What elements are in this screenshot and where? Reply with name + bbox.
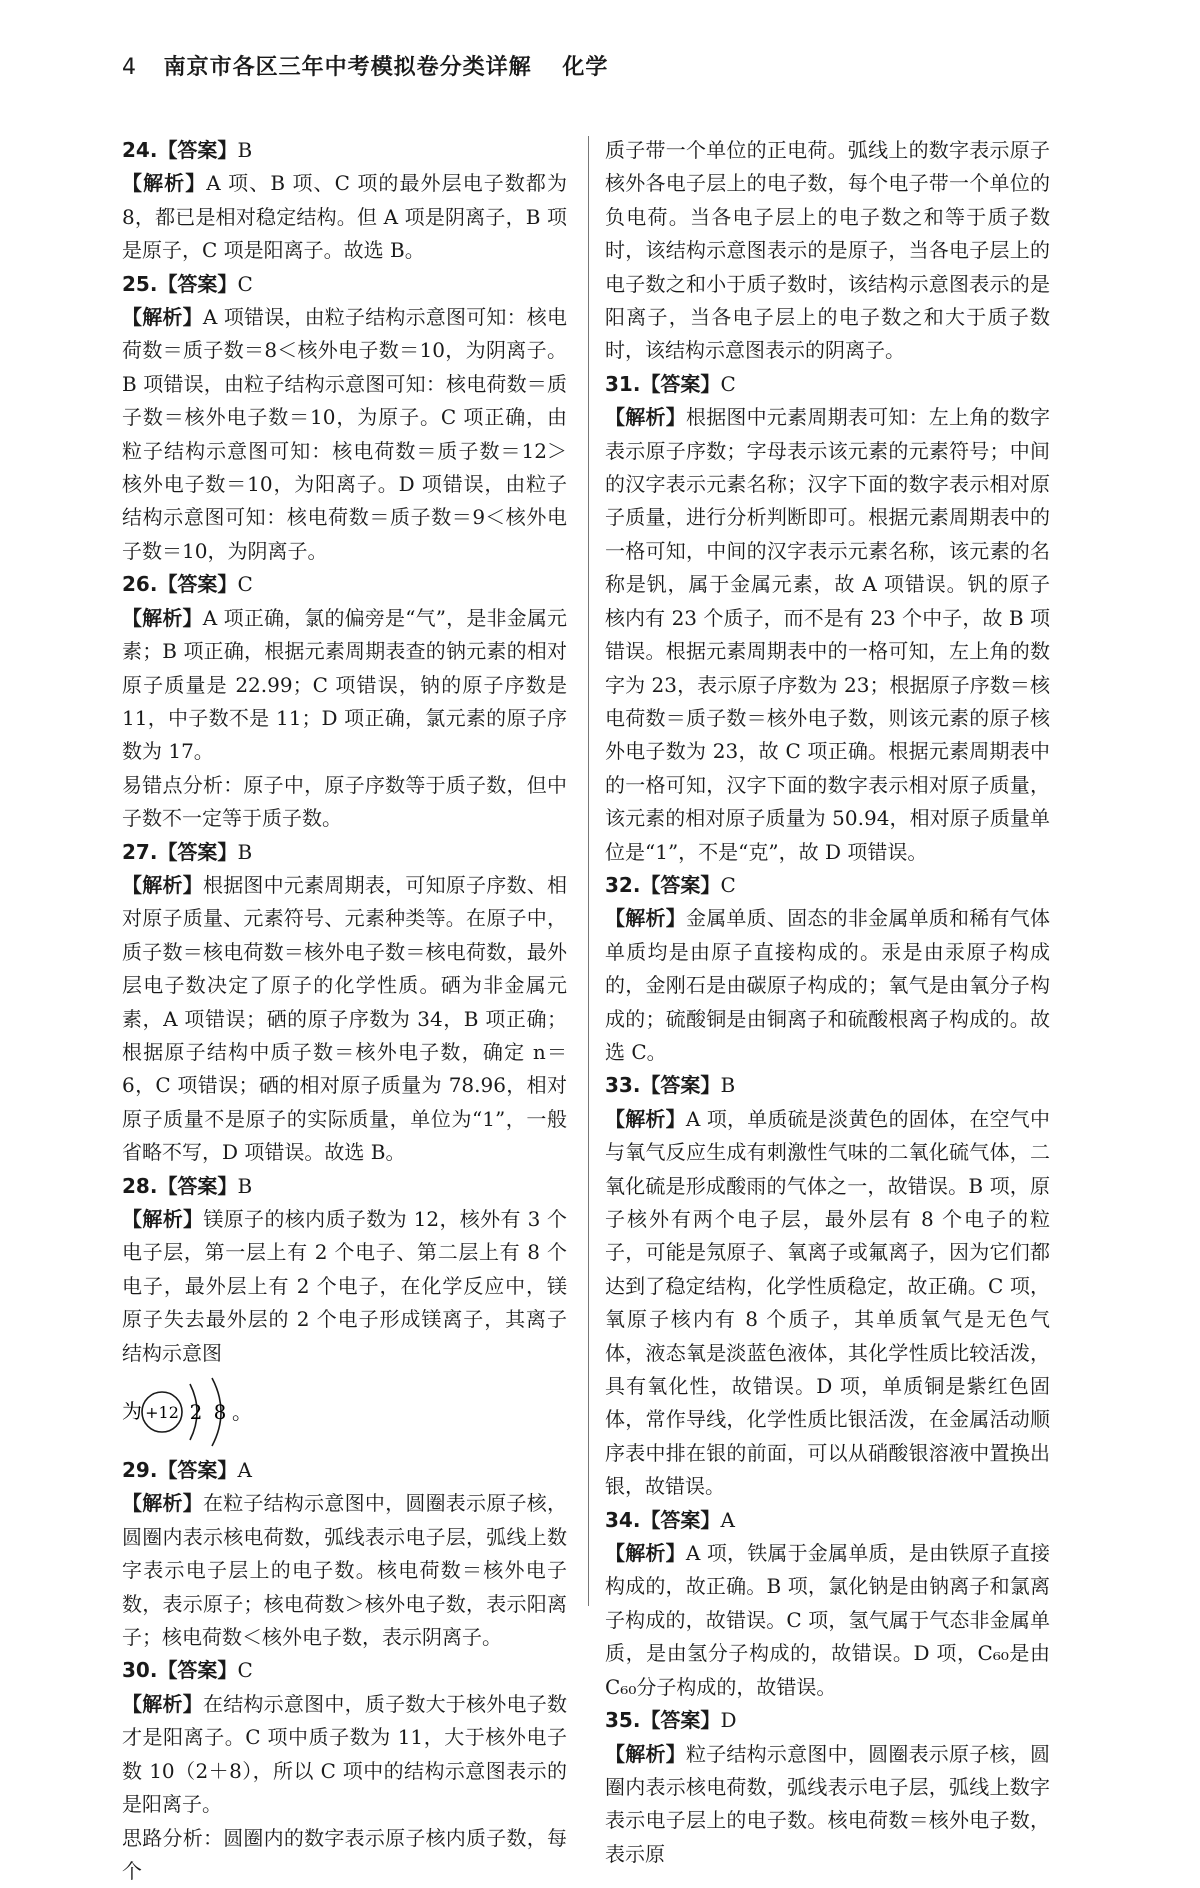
analysis-text: 金属单质、固态的非金属单质和稀有气体单质均是由原子直接构成的。汞是由汞原子构成的，金刚石是由碳原子构成的；氧气是由氧分子构成的；硫酸铜是由铜离子和硫酸根离子构成的。故选 C。 — [605, 906, 1050, 1064]
answer-value: B — [720, 1073, 735, 1097]
answer-label: 【答案】 — [157, 840, 237, 864]
analysis-text: A 项，单质硫是淡黄色的固体，在空气中与氧气反应生成有刺激性气味的二氧化硫气体，二氧化硫是形成酸雨的气体之一，故错误。B 项，原子核外有两个电子层，最外层有 8 个电子的粒子，可能是氖原子、氧离子或氟离子，因为它们都达到了稳定结构，化学性质稳定，故正确。C 项，氧原子核内有 8 个质子，其单质氧气是无色气体，液态氧是淡蓝色液体，其化学性质比较活泼，具有氧化性，故错误。D 项，单质铜是紫红色固体，常作导线，化学性质比银活泼，在金属活动顺序表中排在银的前面，可以从硝酸银溶液中置换出银，故错误。 — [605, 1107, 1050, 1498]
answer-label: 【答案】 — [640, 1508, 720, 1532]
question-number: 35. — [605, 1708, 640, 1732]
question-number: 30. — [122, 1658, 157, 1682]
analysis-tag: 【解析】 — [122, 1692, 203, 1716]
answer-label: 【答案】 — [157, 1174, 237, 1198]
answer-line — [122, 836, 567, 869]
analysis-tag: 【解析】 — [605, 1742, 686, 1766]
question-number: 24. — [122, 138, 157, 162]
answer-line — [122, 1454, 567, 1487]
answer-value: B — [237, 840, 252, 864]
analysis-paragraph — [605, 1537, 1050, 1704]
answer-label: 【答案】 — [157, 138, 237, 162]
note-paragraph: 易错点分析：原子中，原子序数等于质子数，但中子数不一定等于质子数。 — [122, 769, 567, 836]
analysis-paragraph — [122, 602, 567, 769]
analysis-tag: 【解析】 — [122, 1491, 203, 1515]
analysis-text: 在粒子结构示意图中，圆圈表示原子核，圆圈内表示核电荷数，弧线表示电子层，弧线上数字表示电子层上的电子数。核电荷数＝核外电子数，表示原子；核电荷数＞核外电子数，表示阳离子；核电荷数＜核外电子数，表示阴离子。 — [122, 1491, 567, 1649]
mg-ion-diagram-icon — [122, 1370, 282, 1454]
question-number: 33. — [605, 1073, 640, 1097]
answer-line — [605, 869, 1050, 902]
book-title: 南京市各区三年中考模拟卷分类详解 — [164, 55, 532, 80]
analysis-paragraph — [122, 1487, 567, 1654]
answer-line — [122, 568, 567, 601]
analysis-text: 粒子结构示意图中，圆圈表示原子核，圆圈内表示核电荷数，弧线表示电子层，弧线上数字表示电子层上的电子数。核电荷数＝核外电子数，表示原 — [605, 1742, 1050, 1866]
analysis-text: 在结构示意图中，质子数大于核外电子数才是阳离子。C 项中质子数为 11，大于核外电子数 10（2＋8），所以 C 项中的结构示意图表示的是阳离子。 — [122, 1692, 567, 1816]
left-column — [122, 134, 567, 1888]
question-number: 27. — [122, 840, 157, 864]
answer-value: D — [720, 1708, 736, 1732]
analysis-paragraph — [605, 401, 1050, 869]
answer-value: C — [720, 372, 735, 396]
analysis-tag: 【解析】 — [605, 405, 686, 429]
analysis-tag: 【解析】 — [122, 171, 206, 195]
answer-line — [605, 1704, 1050, 1737]
answer-line — [122, 134, 567, 167]
analysis-tag: 【解析】 — [122, 606, 203, 630]
answer-value: A — [237, 1458, 251, 1482]
subject-label: 化学 — [562, 55, 608, 80]
answer-value: C — [720, 873, 735, 897]
analysis-text: 镁原子的核内质子数为 12，核外有 3 个电子层，第一层上有 2 个电子、第二层上有 8 个电子，最外层上有 2 个电子，在化学反应中，镁原子失去最外层的 2 个电子形成镁离子，其离子结构示意图 — [122, 1207, 567, 1365]
left-column-part-2 — [122, 1454, 567, 1888]
page-header — [122, 50, 608, 81]
note-paragraph: 思路分析：圆圈内的数字表示原子核内质子数，每个 — [122, 1822, 567, 1888]
answer-label: 【答案】 — [640, 1708, 720, 1732]
answer-label: 【答案】 — [157, 1458, 237, 1482]
answer-label: 【答案】 — [640, 873, 720, 897]
answer-line — [605, 1504, 1050, 1537]
answer-value: B — [237, 1174, 252, 1198]
answer-line — [122, 1654, 567, 1687]
analysis-text: A 项、B 项、C 项的最外层电子数都为 8，都已是相对稳定结构。但 A 项是阴离子，B 项是原子，C 项是阳离子。故选 B。 — [122, 171, 567, 262]
analysis-text: 根据图中元素周期表，可知原子序数、相对原子质量、元素符号、元素种类等。在原子中，质子数＝核电荷数＝核外电子数＝核电荷数，最外层电子数决定了原子的化学性质。硒为非金属元素，A 项错误；硒的原子序数为 34，B 项正确；根据原子结构中质子数＝核外电子数，确定 n＝6，C 项错误；硒的相对原子质量为 78.96，相对原子质量不是原子的实际质量，单位为“1”，一般省略不写，D 项错误。故选 B。 — [122, 873, 567, 1164]
analysis-paragraph — [605, 1738, 1050, 1872]
analysis-tag: 【解析】 — [605, 1541, 686, 1565]
question-number: 25. — [122, 272, 157, 296]
right-column — [605, 134, 1050, 1871]
answer-value: C — [237, 572, 252, 596]
question-number: 26. — [122, 572, 157, 596]
note-paragraph: 质子带一个单位的正电荷。弧线上的数字表示原子核外各电子层上的电子数，每个电子带一个单位的负电荷。当各电子层上的电子数之和等于质子数时，该结构示意图表示的是原子，当各电子层上的电子数之和小于质子数时，该结构示意图表示的是阳离子，当各电子层上的电子数之和大于质子数时，该结构示意图表示的阴离子。 — [605, 134, 1050, 368]
answer-line — [605, 1069, 1050, 1102]
analysis-tag: 【解析】 — [122, 1207, 203, 1231]
analysis-paragraph — [122, 1688, 567, 1822]
analysis-text: A 项错误，由粒子结构示意图可知：核电荷数＝质子数＝8＜核外电子数＝10，为阴离子。B 项错误，由粒子结构示意图可知：核电荷数＝质子数＝核外电子数＝10，为原子。C 项正确，由粒子结构示意图可知：核电荷数＝质子数＝12＞核外电子数＝10，为阳离子。D 项错误，由粒子结构示意图可知：核电荷数＝质子数＝9＜核外电子数＝10，为阴离子。 — [122, 305, 567, 563]
analysis-paragraph — [122, 301, 567, 568]
answer-line — [122, 268, 567, 301]
analysis-tag: 【解析】 — [605, 1107, 686, 1131]
answer-line — [605, 368, 1050, 401]
question-number: 32. — [605, 873, 640, 897]
question-number: 29. — [122, 1458, 157, 1482]
answer-label: 【答案】 — [640, 372, 720, 396]
ion-structure-diagram — [122, 1370, 567, 1454]
shell-2-electrons: 8 — [214, 1400, 227, 1424]
question-number: 31. — [605, 372, 640, 396]
analysis-tag: 【解析】 — [605, 906, 686, 930]
shell-1-electrons: 2 — [190, 1400, 203, 1424]
analysis-text: A 项正确，氯的偏旁是“气”，是非金属元素；B 项正确，根据元素周期表查的钠元素的相对原子质量是 22.99；C 项错误，钠的原子序数是 11，中子数不是 11；D 项正确，氯元素的原子序数为 17。 — [122, 606, 567, 764]
answer-label: 【答案】 — [157, 1658, 237, 1682]
left-column-part-1 — [122, 134, 567, 1370]
column-divider — [588, 136, 589, 1606]
answer-label: 【答案】 — [157, 272, 237, 296]
answer-value: B — [237, 138, 252, 162]
analysis-paragraph — [122, 167, 567, 267]
question-number: 34. — [605, 1508, 640, 1532]
analysis-text: 根据图中元素周期表可知：左上角的数字表示原子序数；字母表示该元素的元素符号；中间的汉字表示元素名称；汉字下面的数字表示相对原子质量，进行分析判断即可。根据元素周期表中的一格可知，中间的汉字表示元素名称，该元素的名称是钒，属于金属元素，故 A 项错误。钒的原子核内有 23 个质子，而不是有 23 个中子，故 B 项错误。根据元素周期表中的一格可知，左上角的数字为 23，表示原子序数为 23；根据原子序数＝核电荷数＝质子数＝核外电子数，则该元素的原子核外电子数为 23，故 C 项正确。根据元素周期表中的一格可知，汉字下面的数字表示相对原子质量，该元素的相对原子质量为 50.94，相对原子质量单位是“1”，不是“克”，故 D 项错误。 — [605, 405, 1050, 863]
right-column-content — [605, 134, 1050, 1871]
page-number: 4 — [122, 55, 137, 80]
answer-label: 【答案】 — [640, 1073, 720, 1097]
analysis-text: A 项，铁属于金属单质，是由铁原子直接构成的，故正确。B 项，氯化钠是由钠离子和氯离子构成的，故错误。C 项，氢气属于气态非金属单质，是由氢分子构成的，故错误。D 项，C₆₀是由 C₆₀分子构成的，故错误。 — [605, 1541, 1050, 1699]
answer-value: A — [720, 1508, 734, 1532]
answer-value: C — [237, 1658, 252, 1682]
analysis-paragraph — [605, 1103, 1050, 1504]
diagram-prefix: 为 — [122, 1399, 142, 1423]
answer-line — [122, 1170, 567, 1203]
answer-label: 【答案】 — [157, 572, 237, 596]
analysis-paragraph — [605, 902, 1050, 1069]
diagram-suffix: 。 — [232, 1400, 252, 1424]
answer-value: C — [237, 272, 252, 296]
analysis-tag: 【解析】 — [122, 305, 203, 329]
analysis-paragraph — [122, 1203, 567, 1370]
question-number: 28. — [122, 1174, 157, 1198]
analysis-paragraph — [122, 869, 567, 1170]
nucleus-charge: +12 — [145, 1403, 179, 1422]
analysis-tag: 【解析】 — [122, 873, 203, 897]
